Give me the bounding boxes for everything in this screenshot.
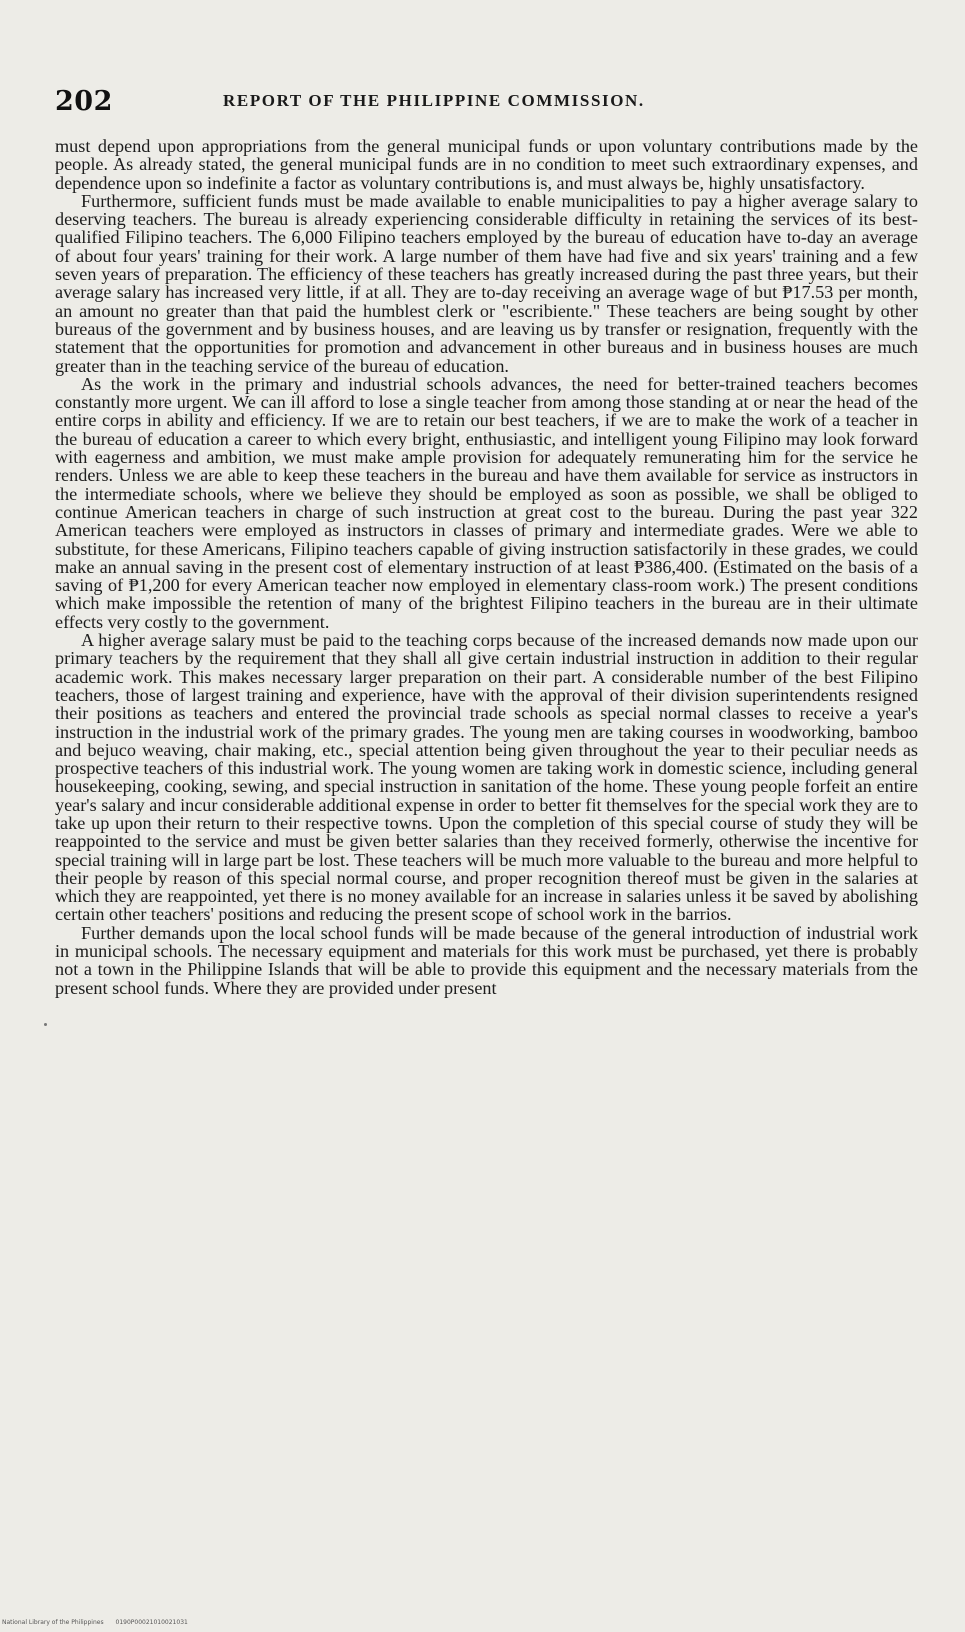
paragraph-equipment: Further demands upon the local school funds will be made because of the general introduction of industrial work in municipal schools. The necessary equipment and materials for this work must be purchased, yet there is probably not a town in the Philippine Islands that will be able to provide this equipment and the necessary materials from the present school funds. Where they are provided under present [55,922,918,998]
page-number: 202 [55,86,113,117]
running-head: REPORT OF THE PHILIPPINE COMMISSION. [223,91,645,110]
footer-image-id: 0190P00021010021031 [115,1619,188,1626]
paragraph-industrial-training: A higher average salary must be paid to the teaching corps because of the increased demands now made upon our primary teachers by the requirement that they shall all give certain industrial instruction in addition to their regular academic work. This makes necessary larger preparation on their part. A considerable number of the best Filipino teachers, those of largest training and experience, have with the approval of their division superintendents resigned their positions as teachers and entered the provincial trade schools as special normal classes to receive a year's instruction in the industrial work of the primary grades. The young men are taking courses in woodworking, bamboo and bejuco weaving, chair making, etc., special attention being given throughout the year to their peculiar needs as prospective teachers of this industrial work. The young women are taking work in domestic science, including general housekeeping, cooking, sewing, and special instruction in sanitation of the home. These young people forfeit an entire year's salary and incur considerable additional expense in order to better fit themselves for the special work they are to take up upon their return to their respective towns. Upon the completion of this special course of study they will be reappointed to the service and must be given better salaries than they received formerly, otherwise the incentive for special training will in large part be lost. These teachers will be much more valuable to the bureau and more helpful to their people by reason of this special normal course, and proper recognition thereof must be given in the salaries at which they are reappointed, yet there is no money available for an increase in salaries unless it be saved by abolishing certain other teachers' positions and reducing the present scope of school work in the barrios. [55,630,918,925]
paragraph-retention: As the work in the primary and industrial schools advances, the need for better-trained teachers becomes constantly more urgent. We can ill afford to lose a single teacher from among those standing at or near the head of the entire corps in ability and efficiency. If we are to retain our best teachers, if we are to make the work of a teacher in the bureau of education a career to which every bright, enthusiastic, and intelligent young Filipino may look forward with eagerness and ambition, we must make ample provision for adequately remunerating him for the service he renders. Unless we are able to keep these teachers in the bureau and have them available for service as instructors in the intermediate schools, where we believe they should be employed as soon as possible, we shall be obliged to continue American teachers in charge of such instruction at great cost to the bureau. During the past year 322 American teachers were employed as instructors in classes of primary and intermediate grades. Were we able to substitute, for these Americans, Filipino teachers capable of giving instruction satisfactorily in these grades, we could make an annual saving in the present cost of elementary instruction of at least ₱386,400. (Estimated on the basis of a saving of ₱1,200 for every American teacher now employed in elementary class-room work.) The present conditions which make impossible the retention of many of the brightest Filipino teachers in the bureau are in their ultimate effects very costly to the government. [55,373,918,632]
body-text [55,137,918,997]
footer-source: National Library of the Philippines [2,1619,104,1626]
paragraph-continuation: must depend upon appropriations from the general municipal funds or upon voluntary contributions made by the people. As already stated, the general municipal funds are in no condition to meet such extraordinary expenses, and dependence upon so indefinite a factor as voluntary contributions is, and must always be, highly unsatisfactory. [55,136,918,193]
paragraph-salary: Furthermore, sufficient funds must be made available to enable municipalities to pay a higher average salary to deserving teachers. The bureau is already experiencing considerable difficulty in retaining the services of its best-qualified Filipino teachers. The 6,000 Filipino teachers employed by the bureau of education have to-day an average of about four years' training for their work. A large number of them have had five and six years' training and a few seven years of preparation. The efficiency of these teachers has greatly increased during the past three years, but their average salary has increased very little, if at all. They are to-day receiving an average wage of but ₱17.53 per month, an amount no greater than that paid the humblest clerk or "escribiente." These teachers are being sought by other bureaus of the government and by business houses, and are leaving us by transfer or resignation, frequently with the statement that the opportunities for promotion and advancement in other bureaus and in business houses are much greater than in the teaching service of the bureau of education. [55,190,918,376]
scan-speck [44,1023,47,1026]
scan-footer [2,1619,198,1626]
page-header [55,86,915,120]
